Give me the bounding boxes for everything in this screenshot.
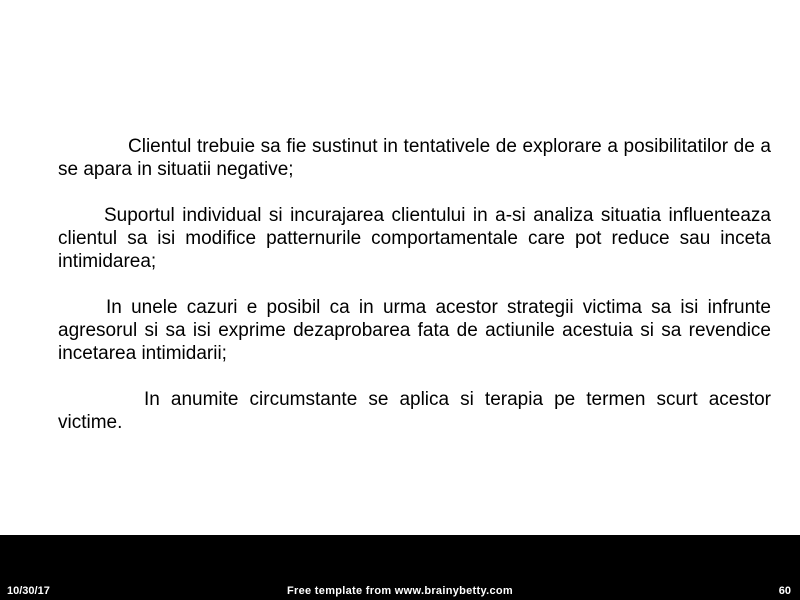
- footer-date: 10/30/17: [7, 585, 50, 597]
- slide-body: [58, 135, 771, 457]
- paragraph-2: Suportul individual si incurajarea clientului in a-si analiza situatia influenteaza clientul sa isi modifice patternurile comportamentale care pot reduce sau inceta intimidarea;: [58, 205, 771, 272]
- footer-bar: [0, 535, 800, 600]
- paragraph-1: Clientul trebuie sa fie sustinut in tentativele de explorare a posibilitatilor de a se apara in situatii negative;: [58, 136, 771, 180]
- paragraph-4: In anumite circumstante se aplica si terapia pe termen scurt acestor victime.: [58, 389, 771, 433]
- page-number: 60: [778, 585, 791, 597]
- footer-credit: Free template from www.brainybetty.com: [287, 585, 513, 597]
- paragraph-3: In unele cazuri e posibil ca in urma acestor strategii victima sa isi infrunte agresorul si sa isi exprime dezaprobarea fata de actiunile acestuia si sa revendice incetarea intimidarii;: [58, 297, 771, 364]
